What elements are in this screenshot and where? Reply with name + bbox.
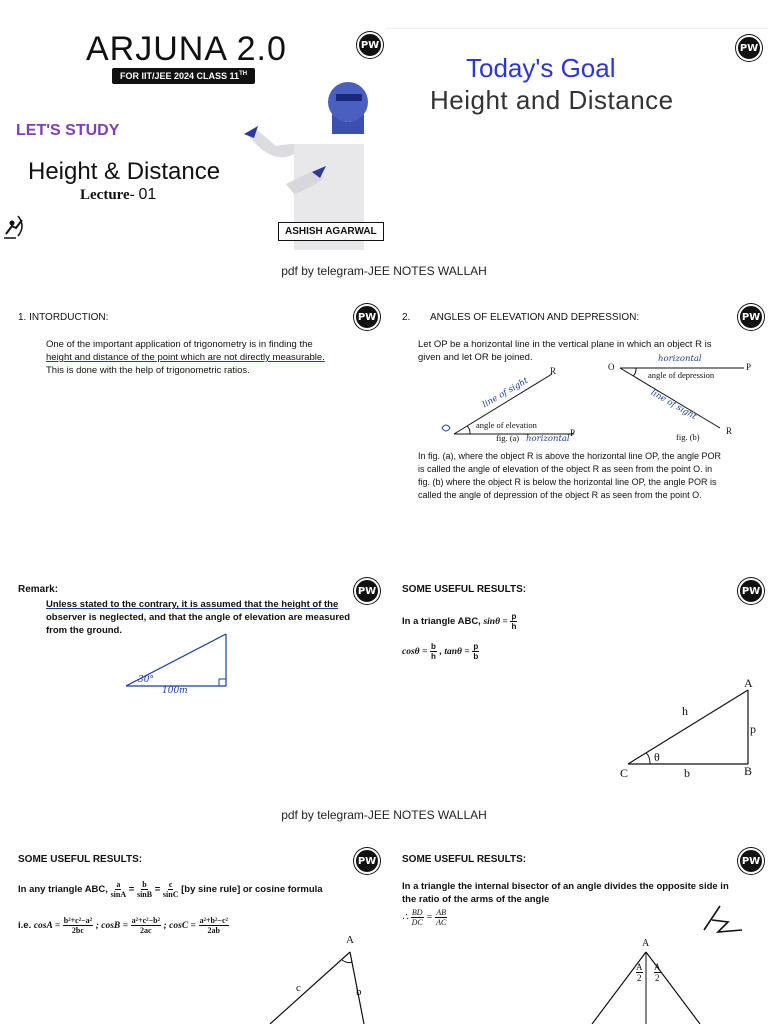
- cosc-label: ; cosC =: [163, 921, 196, 932]
- goal-heading: Today's Goal: [466, 53, 616, 83]
- angles-num: 2.: [402, 312, 411, 323]
- fig-a-caption: fig. (a): [496, 433, 520, 443]
- sin-den: h: [511, 622, 517, 631]
- cosa-den: 2bc: [71, 926, 84, 935]
- remark-line-3: from the ground.: [46, 625, 122, 636]
- sine-a-fraction: [111, 880, 127, 899]
- slide-angle-bisector: [386, 842, 768, 1024]
- sine-c-num: c: [168, 880, 173, 889]
- sine-b-den: sinB: [136, 890, 153, 899]
- sine-rule-heading: SOME USEFUL RESULTS:: [18, 854, 143, 865]
- bisector-line-1: In a triangle the internal bisector of an angle divides the opposite side in: [402, 881, 729, 892]
- intro-line-1: One of the important application of trigonometry is in finding the: [46, 339, 313, 350]
- sine-b-num: b: [142, 880, 147, 889]
- fig-a-p: P: [570, 428, 576, 438]
- bisector-ratio: ∴ $\frac{BD}{DC}$ = $\frac{AB}{AC}$: [402, 908, 447, 927]
- angles-body-1: In fig. (a), where the object R is above the horizontal line OP, the angle POR: [418, 451, 722, 461]
- remark-line-1: Unless stated to the contrary, it is assumed that the height of the: [46, 599, 339, 610]
- angles-intro-1: Let OP be a horizontal line in the vertical plane in which an object R is: [418, 339, 712, 350]
- angle-theta: θ: [654, 750, 660, 764]
- remark-angle-note: 30°: [138, 675, 154, 685]
- sine-c-den: sinC: [162, 890, 179, 899]
- pw-logo-icon: PW: [738, 848, 764, 874]
- fig-b-p: P: [746, 362, 752, 372]
- cosb-den: 2ac: [140, 926, 152, 935]
- cos-den: h: [431, 652, 436, 661]
- cosa-label: cosA =: [33, 921, 61, 932]
- goal-subheading: Height and Distance: [430, 85, 674, 115]
- bd-dc-fraction: [411, 908, 424, 927]
- ac-den: AC: [436, 918, 447, 927]
- ab-ac-fraction: [435, 908, 447, 927]
- therefore-symbol: ∴: [402, 911, 409, 923]
- results-heading: SOME USEFUL RESULTS:: [402, 584, 527, 595]
- right-triangle-abc: [622, 686, 758, 768]
- cosine-rule-line: [18, 916, 229, 935]
- intro-line-2: height and distance of the point which are not directly measurable.: [46, 352, 325, 363]
- pw-logo-icon: PW: [738, 304, 764, 330]
- slide-todays-goal: [386, 28, 768, 250]
- fig-a-r: R: [550, 366, 557, 376]
- fig-b-los-note: line of sight: [648, 387, 699, 423]
- badge-text: FOR IIT/JEE 2024 CLASS 11: [120, 71, 240, 81]
- pw-logo-icon: PW: [354, 304, 380, 330]
- gen-side-b: b: [356, 986, 362, 998]
- lecture-label: [80, 186, 156, 204]
- cosc-den: 2ab: [207, 926, 220, 935]
- lecture-text: Lecture-: [80, 187, 135, 203]
- slide-results-trig: [386, 574, 768, 792]
- sin-label: sinθ =: [483, 617, 508, 628]
- pw-logo-icon: PW: [354, 848, 380, 874]
- badge-sup: TH: [239, 71, 248, 77]
- bd-num: BD: [411, 908, 423, 917]
- cosa-fraction: [63, 916, 93, 935]
- angles-body: [418, 450, 764, 502]
- pw-logo-icon: PW: [357, 32, 383, 58]
- pw-logo-icon: PW: [738, 578, 764, 604]
- archer-icon: [2, 214, 28, 240]
- side-b: b: [684, 766, 690, 780]
- remark-line-2: observer is neglected, and that the angle of elevation are measured: [46, 612, 351, 623]
- angles-intro-2: given and let OR be joined.: [418, 352, 533, 363]
- fig-b-o: O: [608, 362, 615, 372]
- pw-logo-icon: PW: [736, 35, 762, 61]
- bisector-heading: SOME USEFUL RESULTS:: [402, 854, 527, 865]
- topic-title: Height & Distance: [28, 158, 221, 185]
- sin-formula: [402, 612, 517, 631]
- intro-line-3: This is done with the help of trigonometric ratios.: [46, 365, 250, 376]
- cos-tan-formula: [402, 642, 479, 661]
- figure-depression: [604, 356, 754, 436]
- ab-num: AB: [436, 908, 447, 917]
- cosb-label: ; cosB =: [95, 921, 129, 932]
- dc-den: DC: [411, 918, 423, 927]
- tan-label: , tanθ =: [439, 647, 470, 658]
- angles-body-4: called the angle of depression of the object R as seen from the point O.: [418, 490, 702, 500]
- general-triangle: [260, 948, 384, 1024]
- cosa-num: b²+c²−a²: [63, 916, 93, 925]
- fig-b-r: R: [726, 426, 733, 436]
- ie-label: i.e.: [18, 920, 32, 932]
- gen-vertex-a: A: [346, 934, 354, 946]
- sine-rule-suffix: [by sine rule] or cosine formula: [181, 884, 323, 896]
- sine-a-den: sinA: [110, 890, 127, 899]
- lecture-number: 01: [138, 186, 157, 203]
- intro-heading: 1. INTORDUCTION:: [18, 312, 109, 323]
- course-title: ARJUNA 2.0: [86, 30, 287, 68]
- telegram-caption-2: pdf by telegram-JEE NOTES WALLAH: [281, 808, 487, 822]
- teacher-name-plate: ASHISH AGARWAL: [278, 222, 384, 241]
- vertex-c: C: [620, 766, 629, 780]
- slide-title: [0, 28, 384, 250]
- fig-a-los-note: line of sight: [480, 375, 531, 411]
- fig-b-dep-label: angle of depression: [648, 370, 715, 380]
- bis-half-left-num: A: [636, 962, 643, 972]
- slide-remark: [0, 574, 384, 792]
- sine-rule-intro: In any triangle ABC,: [18, 884, 108, 896]
- remark-distance-note: 100m: [162, 686, 188, 696]
- bis-half-right-den: 2: [655, 973, 660, 983]
- sine-a-num: a: [116, 880, 121, 889]
- tan-num: p: [473, 642, 479, 651]
- remark-heading: Remark:: [18, 584, 59, 595]
- cos-num: b: [431, 642, 436, 651]
- sin-intro: In a triangle ABC,: [402, 616, 481, 628]
- bisector-line-2: the ratio of the arms of the angle: [402, 894, 550, 905]
- telegram-caption: pdf by telegram-JEE NOTES WALLAH: [281, 264, 487, 278]
- vertex-b: B: [744, 764, 753, 778]
- cosc-num: a²+b²−c²: [199, 916, 228, 925]
- angles-body-3: fig. (b) where the object R is below the horizontal line OP, the angle POR is: [418, 477, 717, 487]
- gen-side-c: c: [296, 982, 301, 994]
- bisector-triangle: [586, 946, 706, 1024]
- bis-half-left: [636, 962, 643, 983]
- angles-heading: ANGLES OF ELEVATION AND DEPRESSION:: [430, 312, 640, 323]
- bis-half-right: [654, 962, 661, 983]
- tan-den: b: [473, 652, 479, 661]
- course-badge: [112, 68, 255, 84]
- slide-introduction: [0, 296, 384, 522]
- sine-c-fraction: [163, 880, 179, 899]
- sin-fraction: [510, 612, 517, 631]
- side-p: p: [750, 722, 756, 736]
- bis-half-left-den: 2: [637, 973, 642, 983]
- side-h: h: [682, 704, 688, 718]
- handwritten-mark-icon: [698, 900, 748, 940]
- bis-vertex-a: A: [642, 938, 650, 949]
- fig-b-caption: fig. (b): [676, 432, 700, 442]
- cos-fraction: [430, 642, 437, 661]
- fig-a-horiz-note: horizontal: [526, 434, 570, 444]
- intro-text: [46, 338, 376, 377]
- angles-body-2: is called the angle of elevation of the object R as seen from the point O. in: [418, 464, 713, 474]
- sine-rule-line: In any triangle ABC, $\frac{a}{\sin A}$ = $\frac{b}{\sin B}$ = $\frac{c}{\sin C}$ [by sine rule] or cosine formula: [18, 880, 323, 899]
- slide-sine-cosine-rule: [0, 842, 384, 1024]
- cosb-num: a²+c²−b²: [131, 916, 160, 925]
- tan-fraction: [472, 642, 479, 661]
- slide-angles: [386, 296, 768, 522]
- remark-triangle: [116, 630, 236, 694]
- lets-study-label: LET'S STUDY: [16, 122, 120, 139]
- cos-label: cosθ =: [402, 647, 428, 658]
- pw-logo-icon: PW: [354, 578, 380, 604]
- fig-a-elev-label: angle of elevation: [476, 420, 537, 430]
- vertex-a: A: [744, 676, 753, 690]
- cosb-fraction: [131, 916, 161, 935]
- sine-b-fraction: [137, 880, 152, 899]
- fig-b-horiz-note: horizontal: [658, 354, 702, 364]
- bis-half-right-num: A: [654, 962, 661, 972]
- cosc-fraction: [199, 916, 229, 935]
- sin-num: p: [511, 612, 517, 621]
